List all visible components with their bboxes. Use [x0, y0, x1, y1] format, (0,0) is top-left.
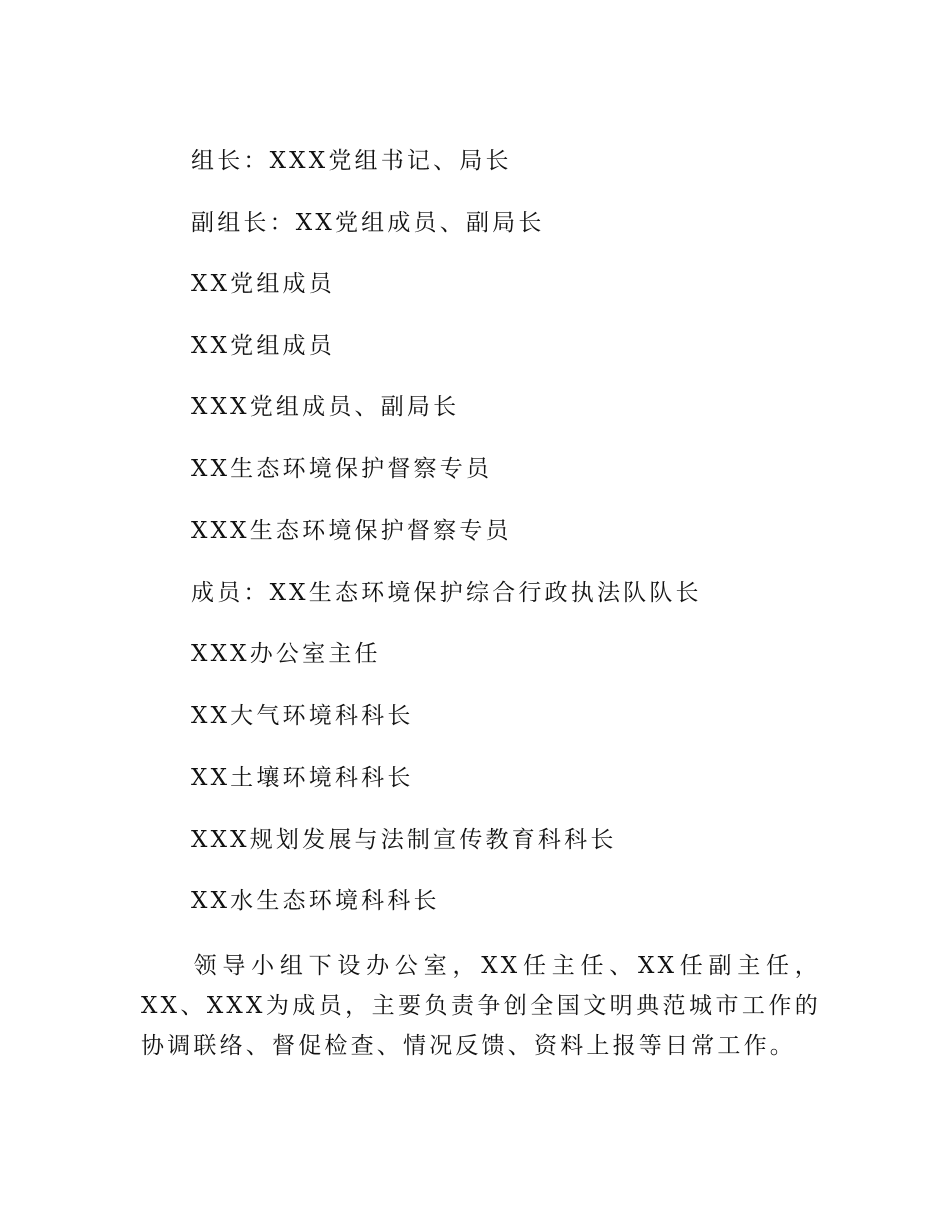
member-line: 组长：XXX党组书记、局长: [191, 148, 512, 174]
member-line: XX土壤环境科科长: [191, 765, 414, 791]
member-line: 成员：XX生态环境保护综合行政执法队队长: [191, 580, 702, 606]
member-line: XX大气环境科科长: [191, 703, 414, 729]
member-line: 副组长：XX党组成员、副局长: [191, 210, 545, 236]
member-line: XXX党组成员、副局长: [191, 394, 460, 420]
member-line: XX党组成员: [191, 271, 335, 297]
member-line: XX党组成员: [191, 333, 335, 359]
office-paragraph-text: 领导小组下设办公室，XX任主任、XX任副主任，XX、XXX为成员，主要负责争创全国文明典范城市工作的协调联络、督促检查、情况反馈、资料上报等日常工作。: [141, 953, 821, 1059]
member-line: XX生态环境保护督察专员: [191, 456, 493, 482]
office-paragraph: [141, 946, 821, 1066]
member-line: XXX规划发展与法制宣传教育科科长: [191, 827, 617, 853]
member-line: XXX办公室主任: [191, 641, 381, 667]
member-line: XXX生态环境保护督察专员: [191, 518, 512, 544]
member-line: XX水生态环境科科长: [191, 888, 440, 914]
